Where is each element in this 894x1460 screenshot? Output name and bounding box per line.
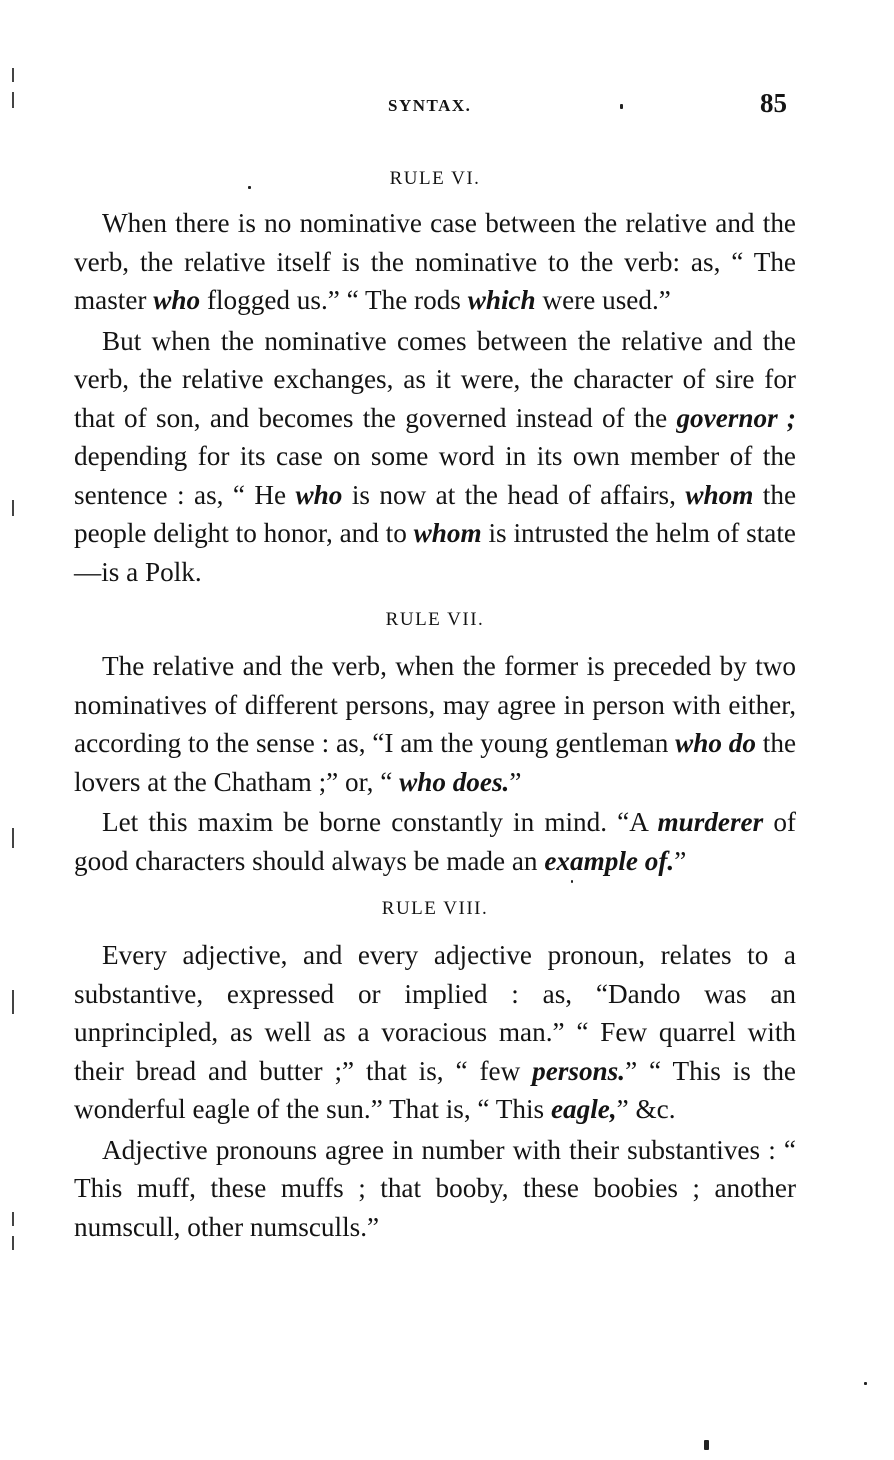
italic-text: whom (413, 518, 482, 548)
rule-paragraph (74, 322, 796, 592)
binding-edge-mark (12, 500, 14, 516)
binding-edge-mark (12, 828, 14, 848)
binding-edge-mark (12, 68, 14, 82)
page-text (74, 160, 796, 1246)
rule-paragraph (74, 803, 796, 880)
text-run: Every adjective, and every adjective pronoun, relates to a substantive, expressed or implied : as, “Dando was an unprincipled, as well as a voracious man.” “ Few quarrel with their bread and butter ;” that is, “ few (74, 940, 796, 1086)
print-speck (620, 104, 623, 109)
running-head (0, 88, 894, 124)
page-number: 85 (760, 88, 787, 118)
italic-text: murderer (657, 807, 764, 837)
running-title: SYNTAX. (388, 96, 472, 115)
text-run: ” &c. (616, 1094, 676, 1124)
text-run: Adjective pronouns agree in number with their substantives : “ This muff, these muffs ; that booby, these boobies ; another numscull, other numsculls.” (74, 1134, 796, 1242)
italic-text: who does. (399, 766, 510, 797)
italic-text: whom (685, 479, 754, 510)
text-run: depending for its case on some word in its own member of the sentence : as, “ He (74, 441, 796, 510)
binding-edge-mark (12, 1212, 14, 1226)
text-run: flogged us.” “ The rods (200, 285, 468, 315)
text-run: the people delight to honor, and to (74, 479, 797, 548)
italic-text: governor ; (676, 402, 796, 433)
italic-text: who (295, 479, 343, 510)
italic-text: persons. (532, 1055, 626, 1086)
text-run: Let this maxim be borne constantly in mind. “A (102, 807, 658, 837)
print-speck (704, 1440, 709, 1450)
text-run: ” “ This is the wonderful eagle of the sun.” That is, “ This (74, 1055, 796, 1124)
rule-paragraph (74, 647, 796, 801)
text-run: is intrusted the helm of state—is a Polk. (74, 518, 796, 587)
rule-paragraph (74, 936, 796, 1129)
italic-text: eagle, (550, 1094, 617, 1124)
rule-paragraph (74, 204, 796, 320)
italic-text: who do (675, 728, 756, 758)
rule-heading: RULE VII. (385, 609, 485, 630)
text-run: The relative and the verb, when the former is preceded by two nominatives of different persons, may agree in person with either, according to the sense : as, “I am the young gentleman (74, 651, 796, 758)
rule-paragraph (74, 1131, 796, 1247)
binding-edge-mark (12, 92, 14, 108)
italic-text: example of. (544, 845, 675, 876)
italic-text: which (467, 285, 536, 315)
print-speck (864, 1382, 867, 1385)
binding-edge-mark (12, 1236, 14, 1250)
text-run: But when the nominative comes between the relative and the verb, the relative exchanges, as it were, the character of sire for that of son, and becomes the governed instead of the (74, 325, 796, 433)
text-run: ” (509, 766, 522, 797)
text-run: is now at the head of affairs, (342, 479, 686, 510)
binding-edge-mark (12, 990, 14, 1014)
text-run: were used.” (535, 285, 671, 315)
text-run: ” (674, 845, 687, 876)
text-run: When there is no nominative case between the relative and the verb, the relative itself is the nominative to the verb: as, “ The master (74, 208, 796, 315)
text-run: of good characters should always be made an (74, 807, 796, 876)
text-run: the lovers at the Chatham ;” or, “ (74, 728, 797, 797)
rule-heading: RULE VI. (389, 168, 481, 189)
italic-text: who (153, 285, 201, 315)
rule-heading: RULE VIII. (381, 898, 489, 919)
